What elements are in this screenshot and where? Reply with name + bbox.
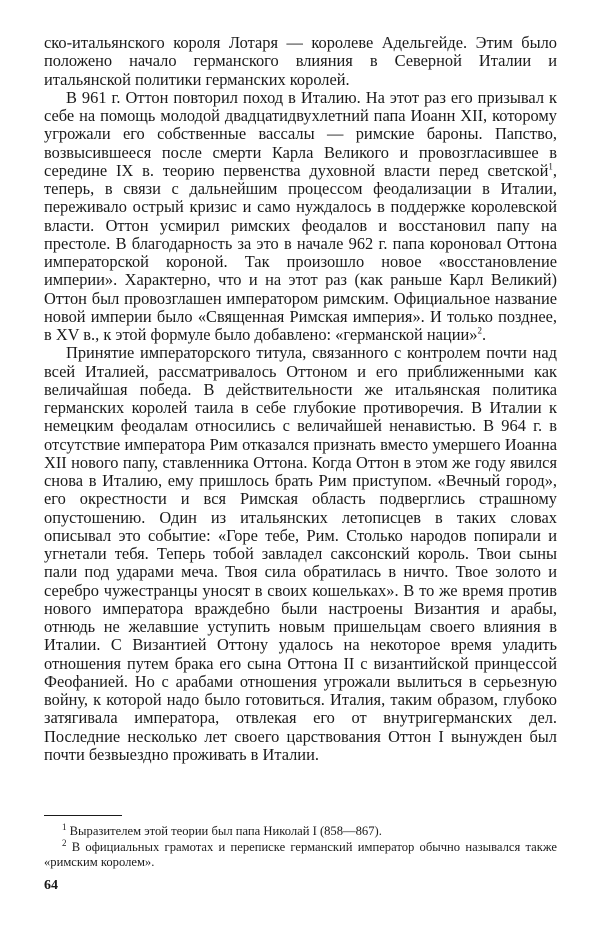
footnote-1-text: Выразителем этой теории был папа Николай I (858—867). <box>69 824 382 838</box>
footnotes <box>44 821 557 871</box>
paragraph-2-part-3: . <box>481 325 487 344</box>
paragraph-2-part-1: В 961 г. Оттон повторил поход в Италию. На этот раз его призывал к себе на помощь молодой двадцатидвухлетний папа Иоанн XII, которому угрожали его собственные вассалы — римские бароны. Папство, возвысившееся после смерти Карла Великого и провозгласившее в середине IX в. теорию первенства духовной власти перед светской <box>44 87 557 180</box>
footnote-ref-2[interactable]: 2 <box>477 325 482 336</box>
page-body <box>44 34 557 764</box>
page-number: 64 <box>44 878 58 893</box>
footnote-2-text: В официальных грамотах и переписке германский император обычно назывался также «римским королем». <box>44 839 557 869</box>
footnote-1-marker: 1 <box>62 821 67 832</box>
footnote-ref-1[interactable]: 1 <box>548 161 553 172</box>
paragraph-3: Принятие императорского титула, связанного с контролем почти над всей Италией, рассматривалось Оттоном и его приближенными как величайшая победа. В действительности же итальянская политика германских королей таила в себе глубокие противоречия. В Италии к немецким феодалам относились с величайшей ненавистью. В 964 г. в отсутствие императора Рим отказался признать вместо умершего Иоанна XII нового папу, ставленника Оттона. Когда Оттон в этом же году явился снова в Италию, ему пришлось брать Рим приступом. «Вечный город», его окрестности и вся Римская область подверглись страшному опустошению. Один из итальянских летописцев в таких словах описывал это событие: «Горе тебе, Рим. Столько народов попирали и угнетали тебя. Теперь тобой завладел саксонский король. Твои сыны пали под ударами меча. Твоя сила обратилась в ничто. Твое золото и серебро чужестранцы уносят в своих кошельках». В то же время против нового императора враждебно были настроены Византия и арабы, отнюдь не желавшие уступить новым пришельцам своего влияния в Италии. С Византией Оттону удалось на некоторое время уладить отношения путем брака его сына Оттона II с византийской принцессой Феофанией. Но с арабами отношения угрожали вылиться в серьезную войну, к которой надо было готовиться. Италия, таким образом, глубоко затягивала императора, отвлекая его от внутригерманских дел. Последние несколько лет своего царствования Оттон I вынужден был почти безвыездно проживать в Италии. <box>44 343 557 764</box>
footnote-2 <box>44 837 557 871</box>
paragraph-1: ско-итальянского короля Лотаря — королеве Адельгейде. Этим было положено начало германского влияния в Северной Италии и итальянской политики германских королей. <box>44 33 557 89</box>
paragraph-2 <box>44 89 557 345</box>
paragraph-2-part-2: , теперь, в связи с дальнейшим процессом феодализации в Италии, переживало острый кризис и само нуждалось в поддержке королевской власти. Оттон усмирил римских феодалов и восстановил папу на престоле. В благодарность за это в начале 962 г. папа короновал Оттона императорской короной. Так произошло новое «восстановление империи». Характерно, что и на этот раз (как раньше Карл Великий) Оттон был провозглашен императором римским. Официальное название новой империи было «Священная Римская империя». И только позднее, в XV в., к этой формуле было добавлено: «германской нации» <box>44 160 557 344</box>
footnote-2-marker: 2 <box>62 837 67 848</box>
footnote-1 <box>44 821 557 840</box>
footnote-divider <box>44 815 122 816</box>
